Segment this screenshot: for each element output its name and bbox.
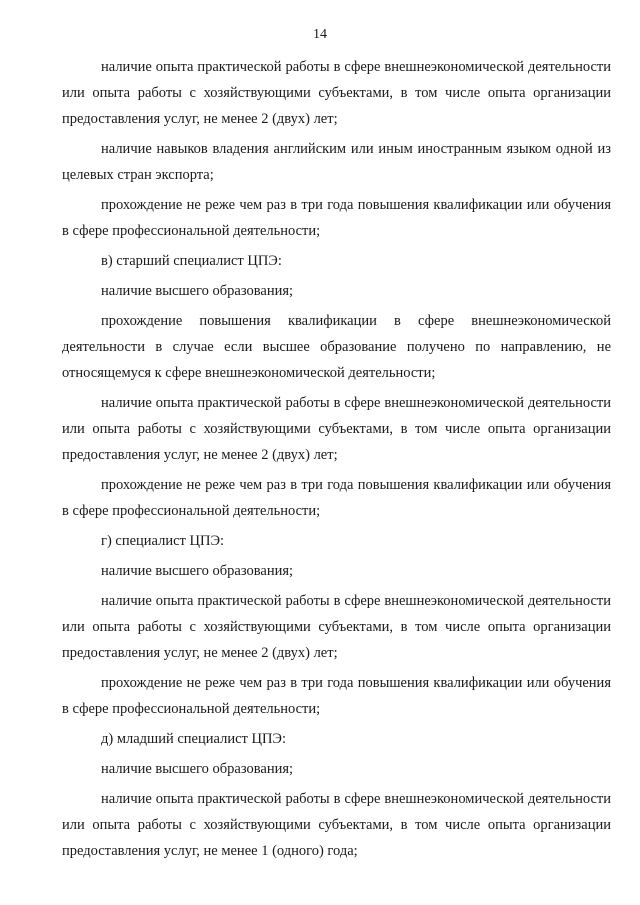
page-number: 14: [313, 27, 327, 42]
paragraph-11: наличие опыта практической работы в сфере внешнеэкономической деятельности или опыта работы с хозяйствующими субъектами, в том числе опыта организации предоставления услуг, не менее 2 (двух) лет;: [62, 593, 611, 661]
document-body: [62, 54, 611, 868]
paragraph-14: наличие высшего образования;: [101, 761, 294, 777]
section-heading-d: д) младший специалист ЦПЭ:: [101, 731, 287, 747]
section-heading-v: в) старший специалист ЦПЭ:: [101, 253, 282, 269]
paragraph-8: прохождение не реже чем раз в три года повышения квалификации или обучения в сфере профессиональной деятельности;: [62, 477, 611, 519]
section-heading-g: г) специалист ЦПЭ:: [101, 533, 225, 549]
paragraph-15: наличие опыта практической работы в сфере внешнеэкономической деятельности или опыта работы с хозяйствующими субъектами, в том числе опыта организации предоставления услуг, не менее 1 (одного) года;: [62, 791, 611, 859]
paragraph-10: наличие высшего образования;: [101, 563, 294, 579]
paragraph-6: прохождение повышения квалификации в сфере внешнеэкономической деятельности в случае если высшее образование получено по направлению, не относящемуся к сфере внешнеэкономической деятельности;: [62, 313, 611, 381]
paragraph-5: наличие высшего образования;: [101, 283, 294, 299]
paragraph-7: наличие опыта практической работы в сфере внешнеэкономической деятельности или опыта работы с хозяйствующими субъектами, в том числе опыта организации предоставления услуг, не менее 2 (двух) лет;: [62, 395, 611, 463]
paragraph-3: прохождение не реже чем раз в три года повышения квалификации или обучения в сфере профессиональной деятельности;: [62, 197, 611, 239]
paragraph-2: наличие навыков владения английским или иным иностранным языком одной из целевых стран экспорта;: [62, 141, 611, 183]
paragraph-1: наличие опыта практической работы в сфере внешнеэкономической деятельности или опыта работы с хозяйствующими субъектами, в том числе опыта организации предоставления услуг, не менее 2 (двух) лет;: [62, 59, 611, 127]
paragraph-12: прохождение не реже чем раз в три года повышения квалификации или обучения в сфере профессиональной деятельности;: [62, 675, 611, 717]
